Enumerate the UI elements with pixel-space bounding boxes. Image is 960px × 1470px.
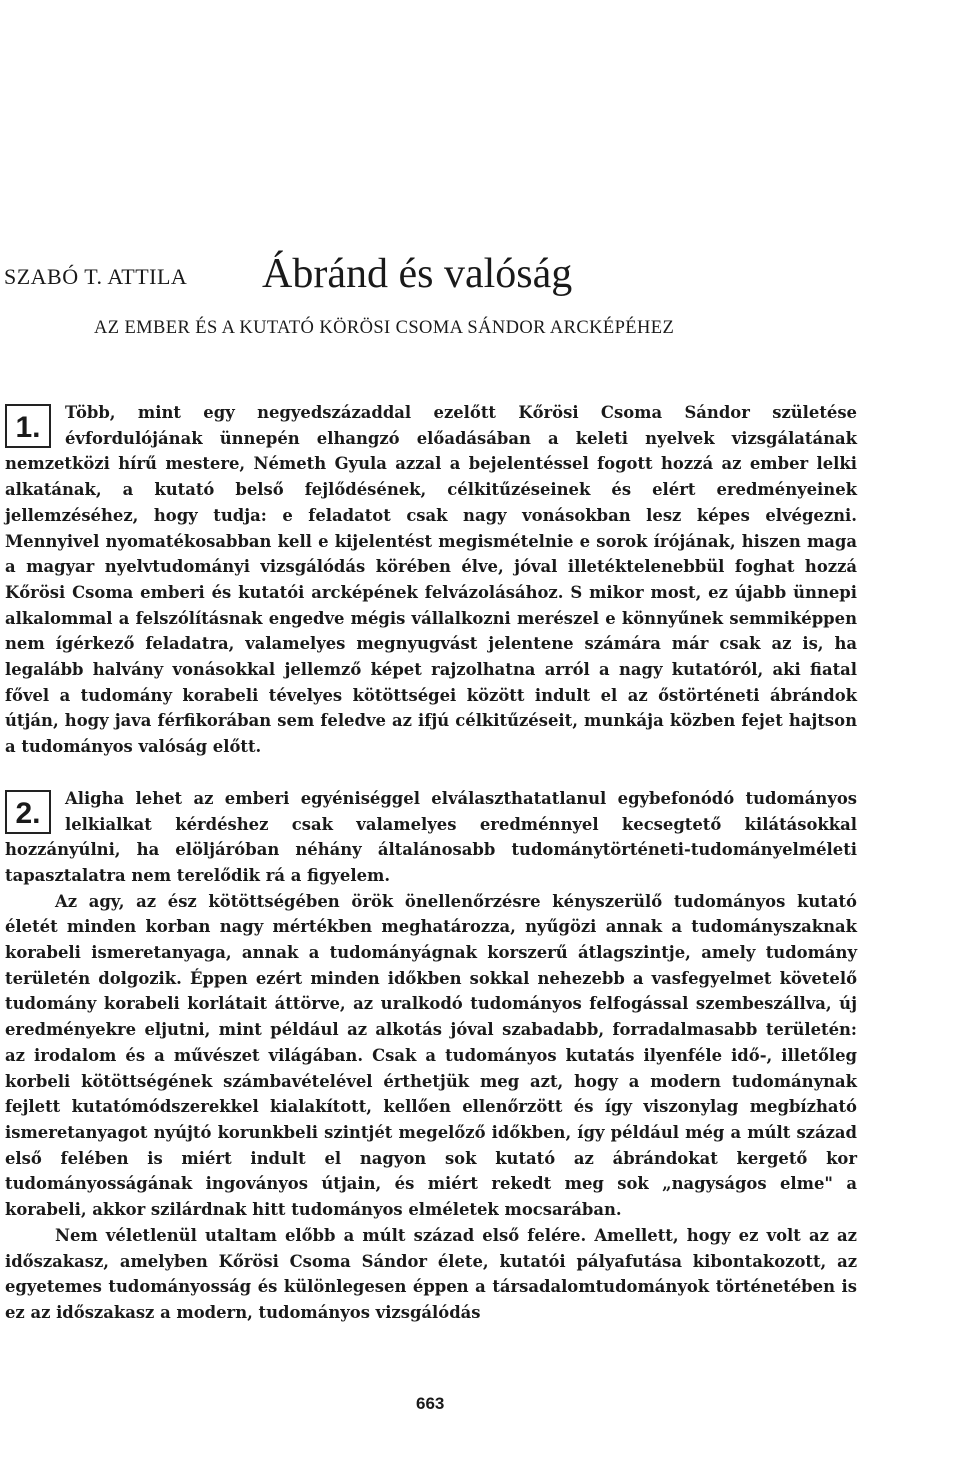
section-2 [5, 786, 857, 1326]
article-title: Ábránd és valóság [262, 251, 573, 297]
section-1 [5, 400, 857, 760]
article-body [5, 400, 857, 1326]
paragraph: Az agy, az ész kötöttségében örök önellenőrzésre kényszerülő tudományos kutató életét minden korban nagy mértékben meghatározza, nyűgözi annak a tudományszaknak korabeli ismeretanyaga, annak a tudományágnak korszerű átlagszintje, amely tudomány területén dolgozik. Éppen ezért minden időkben sokkal nehezebb a vasfegyelmet követelő tudomány korabeli korlátait áttörve, az uralkodó tudományos felfogással szembeszállva, új eredményekre eljutni, mint például az alkotás jóval szabadabb, forradalmasabb területén: az irodalom és a művészet világában. Csak a tudományos kutatás ilyenféle idő-, illetőleg korbeli kötöttségének számbavételével érthetjük meg azt, hogy a modern tudománynak fejlett kutatómódszerekkel kialakított, kellően ellenőrzött és így viszonylag megbízható ismeretanyagot nyújtó korunkbeli szintjét megelőző időkben, így például még a múlt század első felében is miért indult el nagyon sok kutató az ábrándokat kergető kor tudományosságának ingoványos útjain, és miért rekedt meg sok „nagyságos elme" a korabeli, akkor szilárdnak hitt tudományos elméletek mocsarában. [5, 891, 857, 1220]
article-header [0, 250, 960, 310]
author-name: SZABÓ T. ATTILA [4, 264, 188, 289]
page-number: 663 [416, 1394, 445, 1413]
section-number-box: 2. [5, 790, 51, 834]
section-number-box: 1. [5, 404, 51, 448]
article-subtitle: AZ EMBER ÉS A KUTATÓ KÖRÖSI CSOMA SÁNDOR ARCKÉPÉHEZ [94, 318, 675, 338]
paragraph: Nem véletlenül utaltam előbb a múlt század első felére. Amellett, hogy ez volt az az időszakasz, amelyben Kőrösi Csoma Sándor élete, kutatói pályafutása kibontakozott, az egyetemes tudományosság és különlegesen éppen a társadalomtudományok történetében is ez az időszakasz a modern, tudományos vizsgálódás [5, 1225, 857, 1322]
paragraph: Aligha lehet az emberi egyéniséggel elválaszthatatlanul egybefonódó tudományos lelkialkat kérdéshez csak valamelyes eredménnyel kecsegtető kilátásokkal hozzányúlni, ha elöljáróban néhány általánosabb tudománytörténeti-tudományelméleti tapasztalatra nem terelődik rá a figyelem. [5, 788, 857, 885]
paragraph: Több, mint egy negyedszázaddal ezelőtt Kőrösi Csoma Sándor születése évfordulójának ünnepén elhangzó előadásában a keleti nyelvek vizsgálatának nemzetközi hírű mestere, Németh Gyula azzal a bejelentéssel fogott hozzá az ember lelki alkatának, a kutató belső fejlődésének, célkitűzéseinek és elért eredményeinek jellemzéséhez, hogy tudja: e feladatot csak nagy vonásokban lesz képes elvégezni. Mennyivel nyomatékosabban kell e kijelentést megismételnie e sorok írójának, hiszen maga a magyar nyelvtudományi vizsgálódás körében élve, jóval illetéktelenebbül foghat hozzá Kőrösi Csoma emberi és kutatói arcképének felvázolásához. S mikor most, ez újabb ünnepi alkalommal a felszólításnak engedve mégis vállalkozni merészel e könnyűnek semmiképpen nem ígérkező feladatra, valamelyes megnyugvást jelentene számára már csak az is, ha legalább halvány vonásokkal jellemző képet rajzolhatna arról a nagy kutatóról, aki fiatal fővel a tudomány korabeli tévelyes kötöttségei között indult el az őstörténeti ábrándok útján, hogy java férfikorában sem feledve az ifjú célkitűzéseit, munkája közben fejet hajtson a tudományos valóság előtt. [5, 403, 857, 757]
